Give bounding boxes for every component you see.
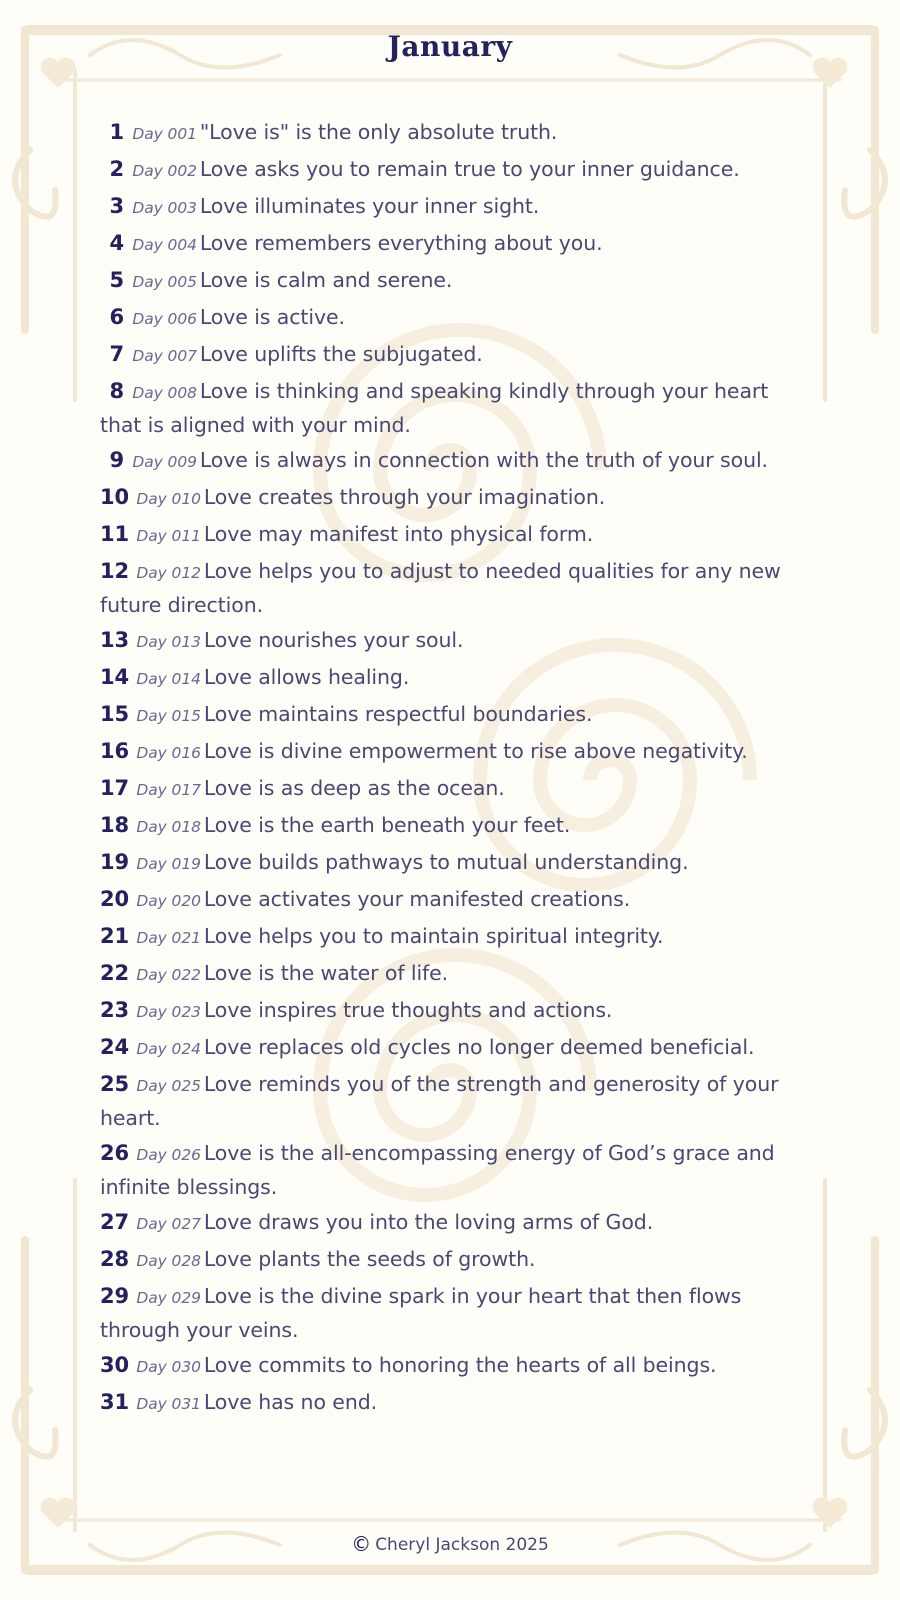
affirmation-text: Love helps you to maintain spiritual integrity. (203, 924, 664, 948)
list-item (100, 846, 810, 880)
affirmation-text: Love builds pathways to mutual understanding. (203, 850, 689, 874)
affirmation-text: Love may manifest into physical form. (203, 522, 594, 546)
list-item (100, 1068, 810, 1134)
list-item (100, 809, 810, 843)
list-item (100, 518, 810, 552)
affirmation-text: Love remembers everything about you. (199, 231, 603, 255)
list-item (100, 227, 810, 261)
list-item (100, 1206, 810, 1240)
day-number: 29 (100, 1284, 130, 1308)
affirmation-text: Love plants the seeds of growth. (203, 1247, 536, 1271)
list-item (100, 1031, 810, 1065)
day-label: Day 004 (132, 236, 197, 254)
list-item (100, 116, 810, 150)
day-label: Day 028 (136, 1252, 201, 1270)
list-item (100, 1386, 810, 1420)
list-item (100, 698, 810, 732)
list-item (100, 883, 810, 917)
copyright-text: Cheryl Jackson 2025 (375, 1535, 549, 1555)
day-number: 28 (100, 1247, 130, 1271)
affirmation-text: Love is as deep as the ocean. (203, 776, 505, 800)
list-item (100, 624, 810, 658)
day-label: Day 003 (132, 199, 197, 217)
list-item (100, 338, 810, 372)
affirmation-text: Love activates your manifested creations. (203, 887, 631, 911)
day-label: Day 026 (136, 1146, 201, 1164)
affirmation-text: Love is active. (199, 305, 345, 329)
affirmation-text: Love is the water of life. (203, 961, 449, 985)
affirmation-text: Love reminds you of the strength and generosity of your heart. (100, 1072, 779, 1130)
day-label: Day 031 (136, 1395, 201, 1413)
list-item (100, 957, 810, 991)
day-number: 15 (100, 702, 130, 726)
day-number: 11 (100, 522, 130, 546)
day-number: 6 (109, 305, 124, 329)
day-number: 21 (100, 924, 130, 948)
day-label: Day 030 (136, 1358, 201, 1376)
day-number: 26 (100, 1141, 130, 1165)
day-label: Day 027 (136, 1215, 201, 1233)
day-number: 8 (109, 379, 124, 403)
daily-affirmation-list (100, 116, 810, 1423)
day-label: Day 007 (132, 347, 197, 365)
affirmation-text: Love is the all-encompassing energy of God’s grace and infinite blessings. (100, 1141, 775, 1199)
day-number: 1 (109, 120, 124, 144)
affirmation-text: Love is thinking and speaking kindly through your heart that is aligned with your mind. (100, 379, 769, 437)
day-number: 2 (109, 157, 124, 181)
day-label: Day 018 (136, 818, 201, 836)
list-item (100, 190, 810, 224)
list-item (100, 1349, 810, 1383)
list-item (100, 481, 810, 515)
day-number: 19 (100, 850, 130, 874)
day-label: Day 001 (132, 125, 197, 143)
day-label: Day 021 (136, 929, 201, 947)
copyright-icon: © (351, 1532, 372, 1556)
page-title: January (387, 30, 513, 63)
affirmation-text: Love draws you into the loving arms of God. (203, 1210, 654, 1234)
affirmation-text: Love maintains respectful boundaries. (203, 702, 593, 726)
day-number: 7 (109, 342, 124, 366)
day-label: Day 010 (136, 490, 201, 508)
day-number: 16 (100, 739, 130, 763)
day-label: Day 024 (136, 1040, 201, 1058)
day-label: Day 002 (132, 162, 197, 180)
affirmation-text: Love is always in connection with the truth of your soul. (199, 448, 768, 472)
day-label: Day 016 (136, 744, 201, 762)
affirmation-text: Love allows healing. (203, 665, 410, 689)
day-label: Day 012 (136, 564, 201, 582)
day-number: 14 (100, 665, 130, 689)
day-number: 3 (109, 194, 124, 218)
day-number: 12 (100, 559, 130, 583)
day-label: Day 023 (136, 1003, 201, 1021)
day-number: 17 (100, 776, 130, 800)
list-item (100, 153, 810, 187)
affirmation-text: Love is the divine spark in your heart that then flows through your veins. (100, 1284, 742, 1342)
affirmation-text: Love commits to honoring the hearts of all beings. (203, 1353, 717, 1377)
day-label: Day 006 (132, 310, 197, 328)
day-number: 4 (109, 231, 124, 255)
day-label: Day 013 (136, 633, 201, 651)
day-label: Day 025 (136, 1077, 201, 1095)
list-item (100, 1280, 810, 1346)
day-label: Day 014 (136, 670, 201, 688)
day-number: 20 (100, 887, 130, 911)
copyright-footer (0, 1532, 900, 1556)
list-item (100, 994, 810, 1028)
day-number: 23 (100, 998, 130, 1022)
day-label: Day 022 (136, 966, 201, 984)
list-item (100, 555, 810, 621)
day-number: 24 (100, 1035, 130, 1059)
day-label: Day 029 (136, 1289, 201, 1307)
day-label: Day 020 (136, 892, 201, 910)
list-item (100, 444, 810, 478)
day-number: 25 (100, 1072, 130, 1096)
day-number: 10 (100, 485, 130, 509)
day-label: Day 011 (136, 527, 201, 545)
day-number: 22 (100, 961, 130, 985)
affirmation-text: Love is calm and serene. (199, 268, 453, 292)
list-item (100, 375, 810, 441)
day-label: Day 009 (132, 453, 197, 471)
list-item (100, 264, 810, 298)
affirmation-text: Love is divine empowerment to rise above negativity. (203, 739, 748, 763)
list-item (100, 661, 810, 695)
day-label: Day 017 (136, 781, 201, 799)
day-number: 31 (100, 1390, 130, 1414)
affirmation-text: Love is the earth beneath your feet. (203, 813, 571, 837)
affirmation-text: Love replaces old cycles no longer deemed beneficial. (203, 1035, 755, 1059)
affirmation-text: Love helps you to adjust to needed qualities for any new future direction. (100, 559, 781, 617)
list-item (100, 920, 810, 954)
day-number: 9 (109, 448, 124, 472)
day-number: 5 (109, 268, 124, 292)
list-item (100, 1243, 810, 1277)
list-item (100, 735, 810, 769)
day-number: 18 (100, 813, 130, 837)
affirmation-text: Love uplifts the subjugated. (199, 342, 483, 366)
day-label: Day 008 (132, 384, 197, 402)
affirmation-text: Love has no end. (203, 1390, 378, 1414)
affirmation-text: Love nourishes your soul. (203, 628, 464, 652)
list-item (100, 301, 810, 335)
day-number: 27 (100, 1210, 130, 1234)
affirmation-text: Love creates through your imagination. (203, 485, 606, 509)
day-number: 30 (100, 1353, 130, 1377)
affirmation-text: Love illuminates your inner sight. (199, 194, 540, 218)
affirmation-text: Love inspires true thoughts and actions. (203, 998, 613, 1022)
day-label: Day 005 (132, 273, 197, 291)
day-label: Day 015 (136, 707, 201, 725)
list-item (100, 1137, 810, 1203)
affirmation-text: Love asks you to remain true to your inner guidance. (199, 157, 740, 181)
list-item (100, 772, 810, 806)
day-number: 13 (100, 628, 130, 652)
day-label: Day 019 (136, 855, 201, 873)
affirmation-text: "Love is" is the only absolute truth. (199, 120, 558, 144)
